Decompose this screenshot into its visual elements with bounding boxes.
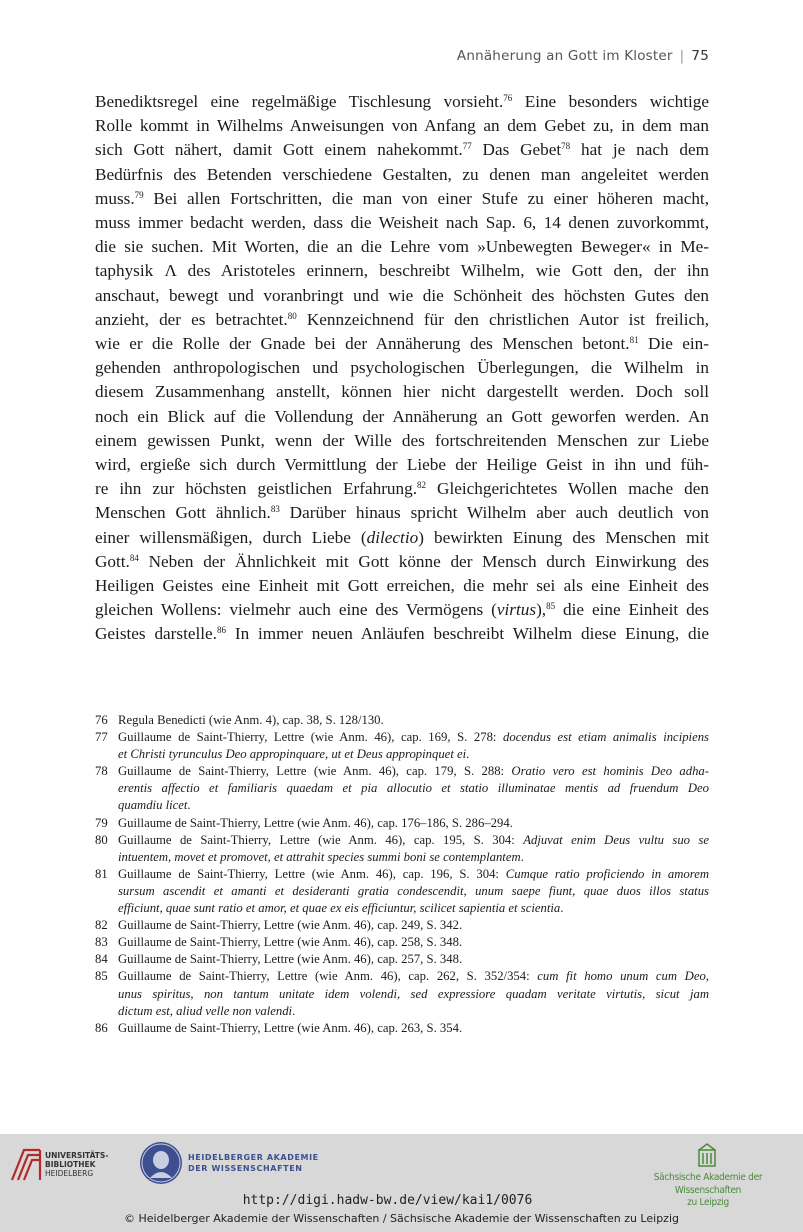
text-run: In immer neuen Anläufen beschreibt Wilhelm diese Einung, die xyxy=(225,624,709,644)
hawk-name-line-1: HEIDELBERGER AKADEMIE xyxy=(188,1153,319,1162)
footnote-ref[interactable]: 76 xyxy=(503,93,513,103)
footnote xyxy=(95,968,709,1019)
text-run: muss immer bedacht werden, dass die Weisheit nach Sap. 6, 14 denen zuvorkommt, xyxy=(95,213,709,233)
footnote-line xyxy=(118,712,709,729)
italic-text: et Christi tyrunculus Deo appropinquare, ut et Deus appropinquet ei xyxy=(118,747,467,762)
body-text xyxy=(95,90,709,647)
footnote-number: 76 xyxy=(95,713,108,727)
body-line xyxy=(95,259,709,283)
running-head xyxy=(457,48,709,64)
footer-bar xyxy=(0,1134,803,1232)
footnote-text xyxy=(118,1020,709,1037)
italic-text: erentis affectio et familiaris quaedam et pia allocutio et statio illuminatae mentis ad fruendum Deo xyxy=(118,781,709,796)
body-line xyxy=(95,574,709,598)
footnote-text xyxy=(118,729,709,763)
text-run: die eine Einheit des xyxy=(555,600,709,620)
body-line xyxy=(95,163,709,187)
footnote-ref[interactable]: 83 xyxy=(270,504,280,515)
text-run: einem gewissen Punkt, wenn der Wille des fortschreitenden Menschen zur Liebe xyxy=(95,430,709,450)
text-run: ) bewirkten Einung des Menschen mit xyxy=(418,527,709,547)
footnote-line xyxy=(118,797,709,814)
body-line xyxy=(95,308,709,332)
footnote-text xyxy=(118,763,709,814)
body-line xyxy=(95,501,709,525)
footnote-text xyxy=(118,951,709,968)
text-run: hat je nach dem xyxy=(570,140,709,160)
footnote-text xyxy=(118,832,709,866)
footnote-line xyxy=(118,729,709,746)
text-run: noch ein Blick auf die Vollendung der Annäherung an Gott geworfen werden. An xyxy=(95,406,709,426)
footnote xyxy=(95,1020,709,1037)
footnote-ref[interactable]: 85 xyxy=(546,601,556,612)
permalink-url[interactable]: http://digi.hadw-bw.de/view/kai1/0076 xyxy=(242,1193,533,1208)
footnote xyxy=(95,832,709,866)
text-run: Guillaume de Saint-Thierry, Lettre (wie Anm. 46), cap. 249, S. 342. xyxy=(118,918,463,933)
footnote-line xyxy=(118,746,709,763)
body-line xyxy=(95,187,709,211)
saw-name-line-1: Sächsische Akademie der Wissenschaften xyxy=(653,1172,763,1196)
copyright-notice: © Heidelberger Akademie der Wissenschaften / Sächsische Akademie der Wissenschaften zu Leipzig xyxy=(123,1212,679,1225)
text-run: wie er die Rolle der Gnade bei der Annäherung des Menschen betont. xyxy=(95,334,630,354)
running-title: Annäherung an Gott im Kloster xyxy=(456,48,673,64)
text-run: Darüber hinaus spricht Wilhelm aber auch deutlich von xyxy=(279,503,709,523)
footnote-number: 81 xyxy=(95,866,108,881)
text-run: Das Gebet xyxy=(471,140,562,160)
text-run: Benediktsregel eine regelmäßige Tischlesung vorsieht. xyxy=(95,92,504,111)
footnote-number: 82 xyxy=(95,918,108,933)
text-run: . xyxy=(560,901,564,916)
body-line xyxy=(95,405,709,429)
saw-leipzig-logo-icon[interactable] xyxy=(697,1142,717,1168)
body-line xyxy=(95,550,709,574)
footnote-text xyxy=(118,712,709,729)
italic-text: dilectio xyxy=(366,527,419,547)
text-run: Rolle kommt in Wilhelms Anweisungen von Anfang an dem Gebet zu, in dem man xyxy=(95,116,709,136)
text-run: Heiligen Geistes eine Einheit mit Gott erreichen, die mehr sei als eine Einheit des xyxy=(95,576,709,596)
footnote-ref[interactable]: 78 xyxy=(561,141,571,152)
footnote-line xyxy=(118,866,709,883)
text-run: Guillaume de Saint-Thierry, Lettre (wie Anm. 46), cap. 258, S. 348. xyxy=(118,935,463,950)
footnote-ref[interactable]: 82 xyxy=(417,480,426,491)
hawk-name xyxy=(188,1153,319,1174)
footnote-number: 79 xyxy=(95,815,108,830)
footnote-line xyxy=(118,883,709,900)
footnote-ref[interactable]: 77 xyxy=(462,141,472,152)
text-run: Geistes darstelle. xyxy=(95,624,217,644)
footnote xyxy=(95,712,709,729)
text-run: . xyxy=(520,849,524,864)
footnote-number: 86 xyxy=(95,1020,108,1035)
footnote-number: 80 xyxy=(95,832,108,847)
footnote-number: 83 xyxy=(95,935,108,950)
text-run: muss. xyxy=(95,188,135,208)
italic-text: efficiunt, quae sunt ratio et amor, et quae ex eis efficiuntur, scilicet sapientia et scientia xyxy=(118,901,561,916)
italic-text: dictum est, aliud velle non valendi xyxy=(118,1003,293,1018)
footnote-line xyxy=(118,917,709,934)
footnote-text xyxy=(118,968,709,1019)
text-run: Bei allen Fortschritten, die man von einer Stufe zu einer höheren macht, xyxy=(143,188,709,208)
text-run: gleichen Wollens: vielmehr auch eine des Vermögens ( xyxy=(95,600,497,620)
footnote-ref[interactable]: 80 xyxy=(287,310,297,321)
italic-text: Adjuvat enim Deus vultu suo se xyxy=(523,832,710,847)
text-run: die sie suchen. Mit Worten, die an die Lehre vom »Unbewegten Beweger« in Me- xyxy=(95,237,709,257)
footnote-number: 85 xyxy=(95,969,108,984)
body-line xyxy=(95,211,709,235)
footnote-line xyxy=(118,934,709,951)
body-line xyxy=(95,356,709,380)
running-head-separator: | xyxy=(679,48,685,64)
text-run: Kennzeichnend für den christlichen Autor ist freilich, xyxy=(296,309,709,329)
text-run: . xyxy=(466,747,470,762)
page-number: 75 xyxy=(691,48,709,64)
footnote-number: 84 xyxy=(95,952,108,967)
text-run: Gleichgerichtetes Wollen mache den xyxy=(426,479,709,499)
text-run: taphysik Λ des Aristoteles erinnern, beschreibt Wilhelm, wie Gott den, der ihn xyxy=(95,261,709,281)
text-run: Guillaume de Saint-Thierry, Lettre (wie Anm. 46), cap. 263, S. 354. xyxy=(118,1020,463,1035)
italic-text: Cumque ratio proficiendo in amorem xyxy=(505,866,710,881)
text-run: Neben der Ähnlichkeit mit Gott könne der Mensch durch Einwirkung des xyxy=(138,551,709,571)
text-run: Regula Benedicti (wie Anm. 4), cap. 38, S. 128/130. xyxy=(118,713,384,727)
italic-text: quamdiu licet xyxy=(118,798,188,813)
body-line xyxy=(95,138,709,162)
footnote-line xyxy=(118,780,709,797)
ub-name-line-3: HEIDELBERG xyxy=(45,1169,94,1178)
footnote-ref[interactable]: 79 xyxy=(134,189,144,200)
body-line xyxy=(95,380,709,404)
body-line xyxy=(95,235,709,259)
footnote-line xyxy=(118,832,709,849)
footnote-line xyxy=(118,951,709,968)
saw-name-line-2: zu Leipzig xyxy=(687,1197,729,1208)
footnote-line xyxy=(118,815,709,832)
text-run: . xyxy=(292,1003,296,1018)
body-line xyxy=(95,284,709,308)
text-run: Guillaume de Saint-Thierry, Lettre (wie Anm. 46), cap. 196, S. 304: xyxy=(118,866,506,881)
footnote xyxy=(95,815,709,832)
footnote-line xyxy=(118,849,709,866)
text-run: Bedürfnis des Betenden verschiedene Gestalten, zu denen man angeleitet werden xyxy=(95,164,709,184)
text-run: ), xyxy=(536,600,547,620)
text-run: wird, ergieße sich durch Vermittlung der Liebe der Heilige Geist in ihn und füh- xyxy=(95,455,709,475)
text-run: gehenden anthropologischen und psychologischen Überlegungen, die Wilhelm in xyxy=(95,358,709,378)
body-line xyxy=(95,90,709,114)
footnote-line xyxy=(118,900,709,917)
footnote-ref[interactable]: 81 xyxy=(629,335,639,346)
footnote-text xyxy=(118,815,709,832)
text-run: Guillaume de Saint-Thierry, Lettre (wie Anm. 46), cap. 176–186, S. 286–294. xyxy=(118,815,513,830)
body-line xyxy=(95,429,709,453)
italic-text: unus spiritus, non tantum unitate idem volendi, sed expressiore quadam veritate virtutis, sicut jam xyxy=(118,986,709,1001)
hawk-name-line-2: DER WISSENSCHAFTEN xyxy=(188,1163,303,1173)
text-run: . xyxy=(187,798,191,813)
footnote xyxy=(95,934,709,951)
text-run: Guillaume de Saint-Thierry, Lettre (wie Anm. 46), cap. 195, S. 304: xyxy=(118,832,524,847)
footnote-line xyxy=(118,763,709,780)
footnotes xyxy=(95,712,709,1037)
footnote-number: 78 xyxy=(95,764,108,779)
footnote xyxy=(95,917,709,934)
ub-name-line-2: BIBLIOTHEK xyxy=(45,1160,96,1169)
text-run: Menschen Gott ähnlich. xyxy=(95,503,271,523)
text-run: Gott. xyxy=(95,551,130,571)
footnote-line xyxy=(118,1020,709,1037)
body-line xyxy=(95,622,709,646)
footnote-ref[interactable]: 84 xyxy=(129,552,139,563)
footnote-ref[interactable]: 86 xyxy=(216,625,226,636)
footnote-line xyxy=(118,968,709,985)
body-line xyxy=(95,477,709,501)
footnote-text xyxy=(118,934,709,951)
italic-text: sursum ascendit et amanti et desideranti gratia condescendit, unum saepe fiunt, quae duos illos status xyxy=(118,883,709,898)
text-run: re ihn zur höchsten geistlichen Erfahrung. xyxy=(95,479,417,499)
body-line xyxy=(95,598,709,622)
text-run: Guillaume de Saint-Thierry, Lettre (wie Anm. 46), cap. 262, S. 352/354: xyxy=(118,969,538,984)
text-run: Die ein- xyxy=(638,334,709,354)
hawk-seal-icon[interactable] xyxy=(140,1142,182,1184)
body-line xyxy=(95,332,709,356)
text-run: sich Gott nähert, damit Gott einem nahekommt. xyxy=(95,140,463,160)
italic-text: Oratio vero est hominis Deo adha- xyxy=(511,764,709,779)
text-run: Eine besonders wichtige xyxy=(512,92,709,111)
text-run: einer willensmäßigen, durch Liebe ( xyxy=(95,527,367,547)
italic-text: cum fit homo unum cum Deo, xyxy=(537,969,709,984)
footnote-text xyxy=(118,917,709,934)
footnote xyxy=(95,951,709,968)
body-line xyxy=(95,526,709,550)
text-run: diesem Zusammenhang anstellt, können hier nicht dargestellt werden. Doch soll xyxy=(95,382,709,402)
ub-heidelberg-name xyxy=(45,1151,108,1178)
footnote-text xyxy=(118,866,709,917)
footnote-line xyxy=(118,1003,709,1020)
italic-text: virtus xyxy=(496,600,537,620)
footnote-line xyxy=(118,986,709,1003)
text-run: Guillaume de Saint-Thierry, Lettre (wie Anm. 46), cap. 257, S. 348. xyxy=(118,952,463,967)
text-run: Guillaume de Saint-Thierry, Lettre (wie Anm. 46), cap. 169, S. 278: xyxy=(118,730,504,745)
text-run: anzieht, der es betrachtet. xyxy=(95,309,288,329)
text-run: Guillaume de Saint-Thierry, Lettre (wie Anm. 46), cap. 179, S. 288: xyxy=(118,764,512,779)
footnote xyxy=(95,729,709,763)
footnote-number: 77 xyxy=(95,730,108,745)
ub-name-line-1: UNIVERSITÄTS- xyxy=(45,1151,109,1160)
text-run: anschaut, bewegt und voranbringt und wie die Schönheit des höchsten Gutes den xyxy=(95,285,709,305)
footnote xyxy=(95,866,709,917)
body-line xyxy=(95,453,709,477)
footnote xyxy=(95,763,709,814)
italic-text: intuentem, movet et promovet, et attrahit species summi boni se contemplantem xyxy=(118,849,521,864)
italic-text: docendus est etiam animalis incipiens xyxy=(503,730,709,745)
body-line xyxy=(95,114,709,138)
